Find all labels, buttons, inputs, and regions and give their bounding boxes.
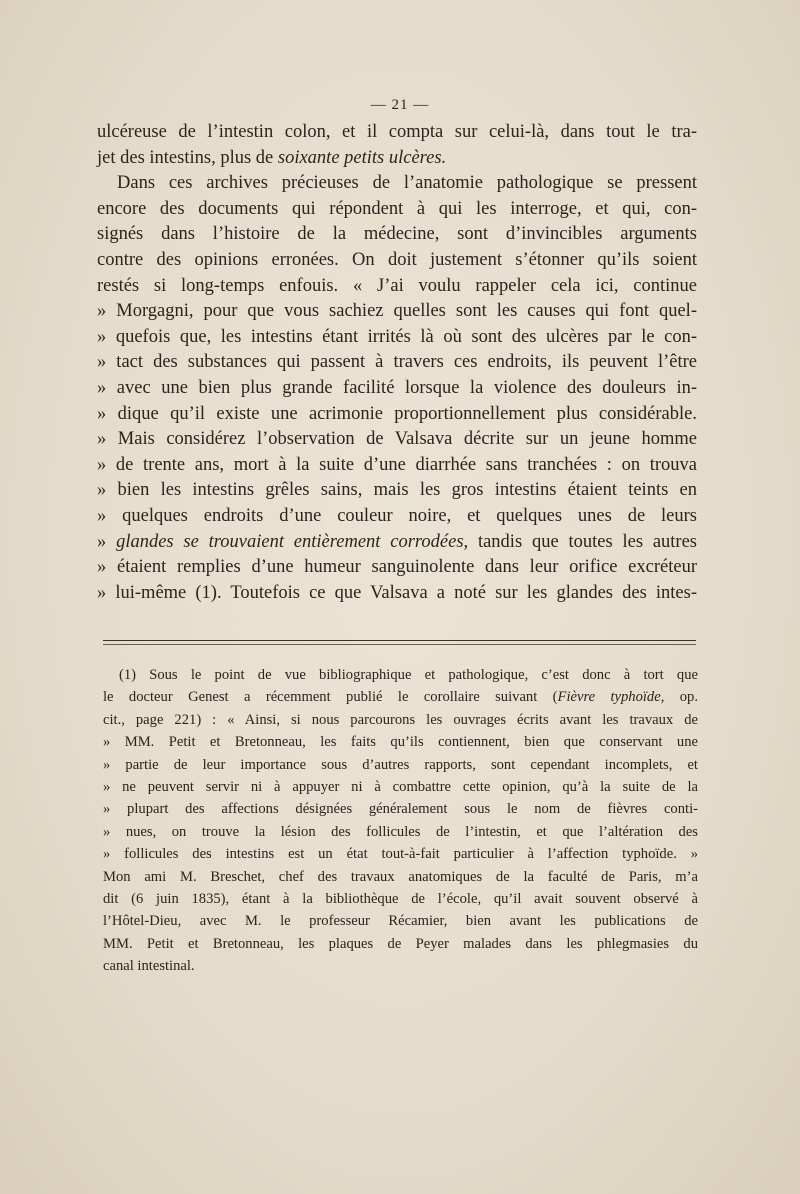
footnote-line: MM. Petit et Bretonneau, les plaques de Peyer malades dans les phlegmasies du: [103, 935, 698, 952]
text-line: » lui-même (1). Toutefois ce que Valsava a noté sur les glandes des intes-: [97, 582, 697, 603]
main-text: [97, 120, 697, 606]
text-line: » glandes se trouvaient entièrement corrodées, tandis que toutes les autres: [97, 531, 697, 552]
text-line: » avec une bien plus grande facilité lorsque la violence des douleurs in-: [97, 377, 697, 398]
text-line: » quefois que, les intestins étant irrités là où sont des ulcères par le con-: [97, 326, 697, 347]
text-line: » Mais considérez l’observation de Valsava décrite sur un jeune homme: [97, 429, 697, 450]
text-line: » Morgagni, pour que vous sachiez quelles sont les causes qui font quel-: [97, 301, 697, 322]
footnote-line: » MM. Petit et Bretonneau, les faits qu’ils contiennent, bien que conservant une: [103, 734, 698, 751]
footnote-divider: [103, 640, 696, 641]
text-line: » de trente ans, mort à la suite d’une diarrhée sans tranchées : on trouva: [97, 454, 697, 475]
text-line: » quelques endroits d’une couleur noire, et quelques unes de leurs: [97, 505, 697, 526]
footnote-line: » follicules des intestins est un état tout-à-fait particulier à l’affection typhoïde. »: [103, 846, 698, 863]
footnote-line: » ne peuvent servir ni à appuyer ni à combattre cette opinion, qu’à la suite de la: [103, 778, 698, 795]
italic-text: soixante petits ulcères.: [277, 147, 447, 168]
text-line: jet des intestins, plus de soixante petits ulcères.: [97, 147, 447, 168]
text-line: » tact des substances qui passent à travers ces endroits, ils peuvent l’être: [97, 352, 697, 373]
footnote-line: canal intestinal.: [103, 958, 195, 975]
footnote-line: » nues, on trouve la lésion des follicules de l’intestin, et que l’altération des: [103, 823, 698, 840]
footnote-line: » partie de leur importance sous d’autres rapports, sont cependant incomplets, et: [103, 756, 698, 773]
footnote-line: dit (6 juin 1835), étant à la bibliothèque de l’école, qu’il avait souvent observé à: [103, 890, 698, 907]
footnote-line: le docteur Genest a récemment publié le corollaire suivant (Fièvre typhoïde, op.: [103, 689, 698, 706]
text-line: » étaient remplies d’une humeur sanguinolente dans leur orifice excréteur: [97, 557, 697, 578]
footnote-line: » plupart des affections désignées généralement sous le nom de fièvres conti-: [103, 801, 698, 818]
text-line: signés dans l’histoire de la médecine, sont d’invincibles arguments: [97, 224, 697, 245]
text-line: » bien les intestins grêles sains, mais les gros intestins étaient teints en: [97, 480, 697, 501]
text-line: contre des opinions erronées. On doit justement s’étonner qu’ils soient: [97, 249, 697, 270]
text-line: ulcéreuse de l’intestin colon, et il compta sur celui-là, dans tout le tra-: [97, 122, 697, 142]
italic-text: Fièvre typhoïde: [557, 689, 661, 706]
text-line: restés si long-temps enfouis. « J’ai voulu rappeler cela ici, continue: [97, 275, 697, 296]
footnote-divider-thin: [103, 644, 696, 645]
text-line: Dans ces archives précieuses de l’anatomie pathologique se pressent: [117, 173, 697, 194]
footnote-line: cit., page 221) : « Ainsi, si nous parcourons les ouvrages écrits avant les travaux de: [103, 711, 698, 728]
footnote: [103, 664, 698, 977]
footnote-line: l’Hôtel-Dieu, avec M. le professeur Récamier, bien avant les publications de: [103, 913, 698, 930]
page-number: — 21 —: [370, 97, 430, 113]
footnote-line: (1) Sous le point de vue bibliographique et pathologique, c’est donc à tort que: [119, 667, 698, 683]
footnote-line: Mon ami M. Breschet, chef des travaux anatomiques de la faculté de Paris, m’a: [103, 868, 698, 885]
text-line: » dique qu’il existe une acrimonie proportionnellement plus considérable.: [97, 403, 697, 424]
text-line: encore des documents qui répondent à qui les interroge, et qui, con-: [97, 198, 697, 219]
italic-text: glandes se trouvaient entièrement corrodées,: [116, 531, 469, 552]
